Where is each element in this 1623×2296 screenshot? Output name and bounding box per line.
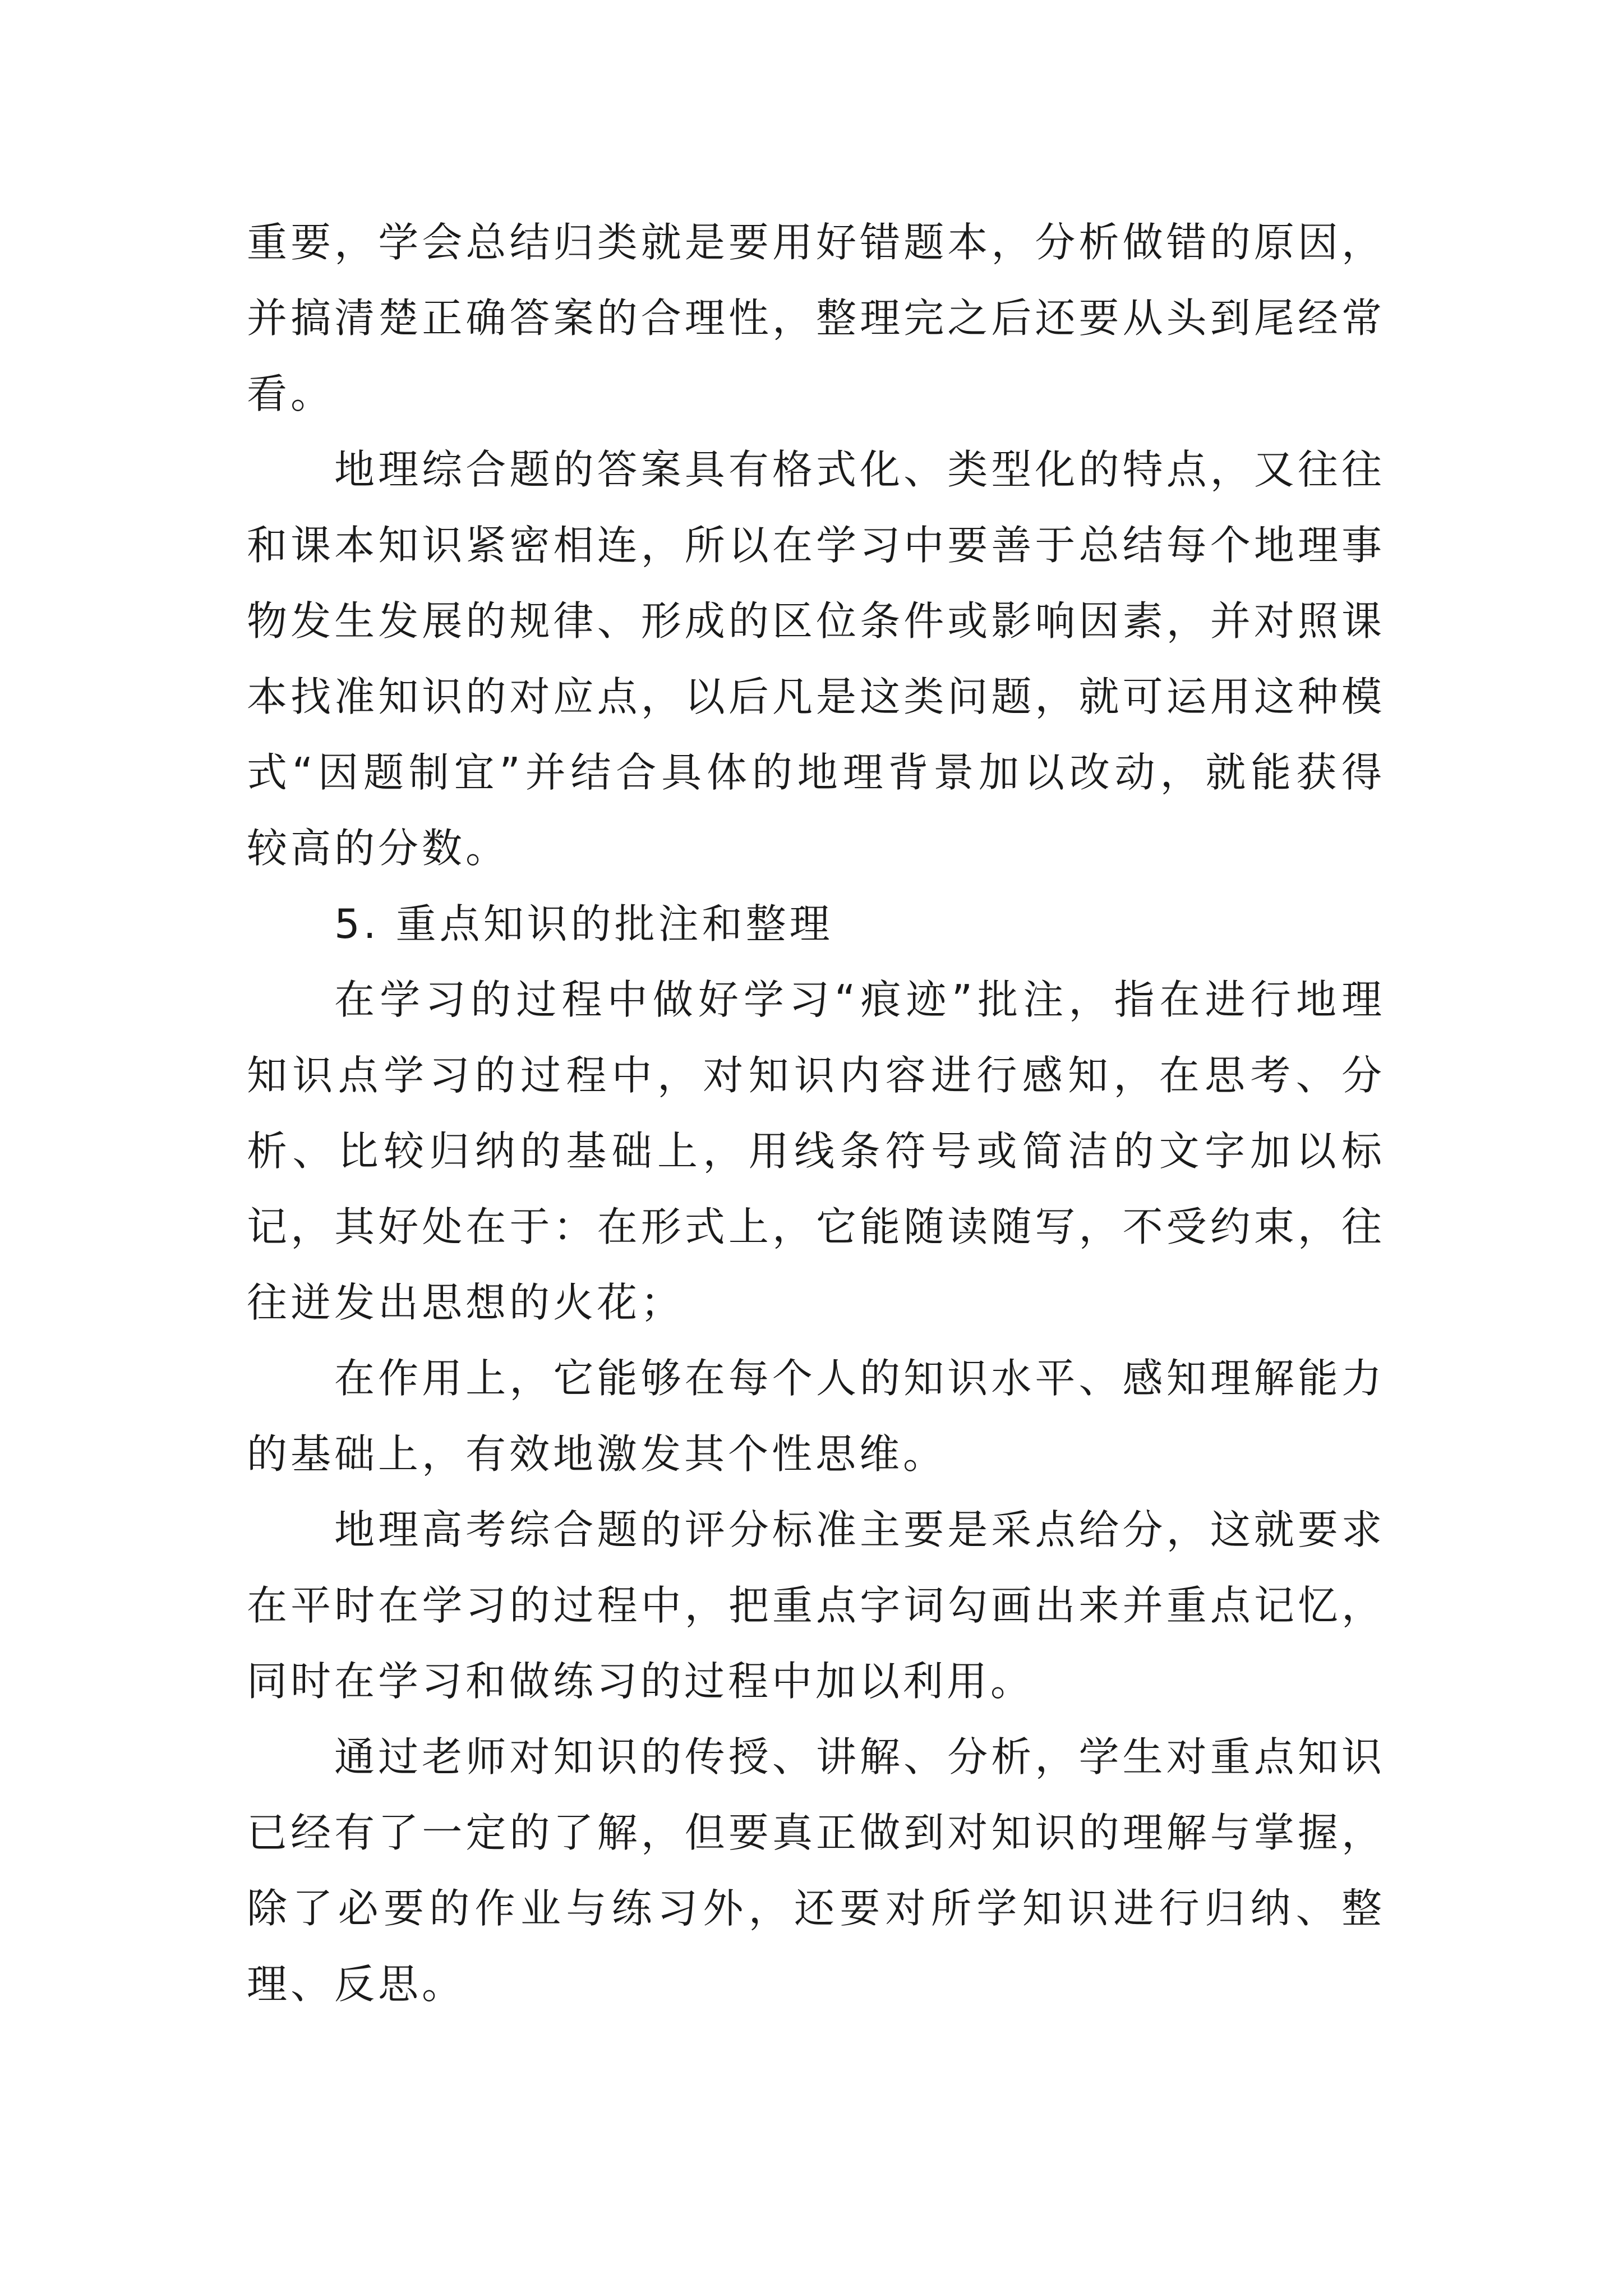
paragraph-4: 在作用上，它能够在每个人的知识水平、感知理解能力的基础上，有效地激发其个性思维。 — [247, 1355, 1385, 1478]
paragraph-2: 地理综合题的答案具有格式化、类型化的特点，又往往和课本知识紧密相连，所以在学习中要善于总结每个地理事物发生发展的规律、形成的区位条件或影响因素，并对照课本找准知识的对应点，以后凡是这类问题，就可运用这种模式“因题制宜”并结合具体的地理背景加以改动，就能获得较高的分数。 — [247, 446, 1385, 872]
section-heading: 5. 重点知识的批注和整理 — [334, 900, 833, 947]
paragraph-1: 重要，学会总结归类就是要用好错题本，分析做错的原因，并搞清楚正确答案的合理性，整理完之后还要从头到尾经常看。 — [247, 219, 1385, 417]
document-body — [247, 205, 1385, 2022]
paragraph-3: 在学习的过程中做好学习“痕迹”批注，指在进行地理知识点学习的过程中，对知识内容进行感知，在思考、分析、比较归纳的基础上，用线条符号或简洁的文字加以标记，其好处在于：在形式上，它能随读随写，不受约束，往往迸发出思想的火花； — [247, 976, 1385, 1326]
paragraph-5: 地理高考综合题的评分标准主要是采点给分，这就要求在平时在学习的过程中，把重点字词勾画出来并重点记忆，同时在学习和做练习的过程中加以利用。 — [247, 1506, 1385, 1705]
paragraph-6: 通过老师对知识的传授、讲解、分析，学生对重点知识已经有了一定的了解，但要真正做到对知识的理解与掌握，除了必要的作业与练习外，还要对所学知识进行归纳、整理、反思。 — [247, 1733, 1385, 2008]
